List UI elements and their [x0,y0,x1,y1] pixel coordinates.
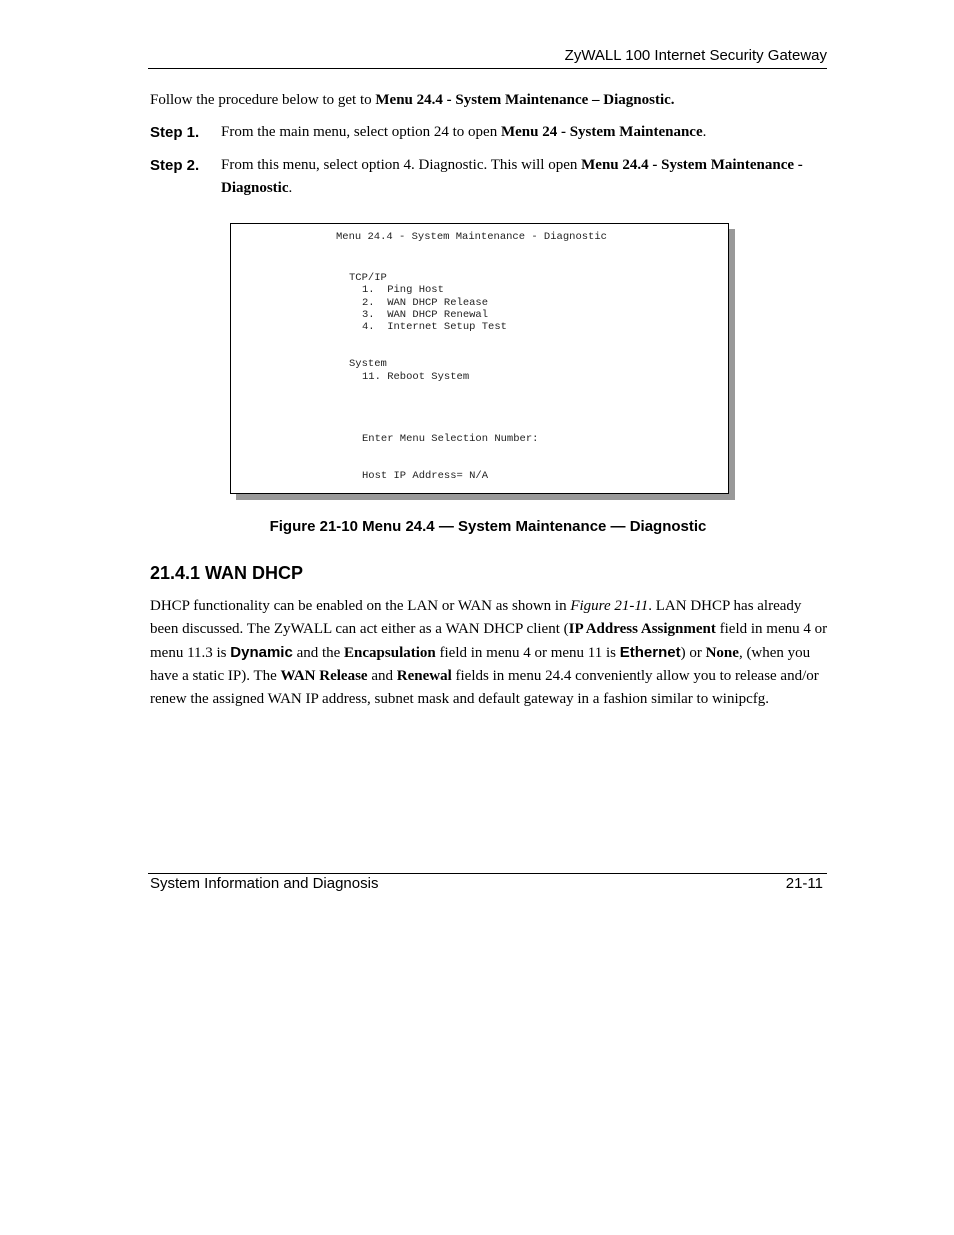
footer-rule [148,873,827,874]
step-1-text-plain: From the main menu, select option 24 to open [221,124,501,140]
step-2-text-plain: From this menu, select option 4. Diagnostic. This will open [221,157,582,173]
terminal-tcpip-heading: TCP/IP [349,272,387,284]
step-1-text-end: . [702,124,707,140]
terminal-prompt: Enter Menu Selection Number: [362,433,539,445]
step-1-text [221,121,828,144]
body-text-1: DHCP functionality can be enabled on the LAN or WAN as shown in [150,598,571,614]
body-text-9: fields in menu 24.4 conveniently allow you to release and/or renew the assigned WAN IP address, subnet mask and default gateway in a fashion similar to winipcfg. [150,668,819,707]
body-text-5: field in menu 4 or menu 11 is [435,645,620,661]
step-2-text [221,154,828,200]
body-text-8: and [367,668,397,684]
step-1 [150,121,830,145]
step-2 [150,154,830,202]
terminal-menu-item: 1. Ping Host [362,284,444,296]
terminal-title: Menu 24.4 - System Maintenance - Diagnostic [336,231,607,243]
body-bold-ip-assignment: IP Address Assignment [568,621,716,637]
header-rule [148,68,827,69]
body-text-6: ) or [680,645,706,661]
terminal-system-heading: System [349,358,387,370]
step-2-menu-ref: Menu 24.4 - System Maintenance - Diagnostic [221,157,803,196]
step-2-text-end: . [288,180,293,196]
body-paragraph [150,595,830,711]
step-2-label: Step 2. [150,157,200,174]
body-bold-ethernet: Ethernet [619,644,681,661]
step-1-menu-ref: Menu 24 - System Maintenance [500,124,703,140]
section-heading: 21.4.1 WAN DHCP [150,563,304,583]
terminal-screen [230,223,729,494]
body-text-7: , (when you have a static IP). The [150,645,811,684]
body-bold-wan-release: WAN Release [280,668,368,684]
intro-menu-ref: Menu 24.4 - System Maintenance – Diagnostic. [375,92,675,108]
figure-reference-link[interactable]: Figure 21-11 [570,598,649,614]
body-bold-none: None [705,645,739,661]
body-bold-renewal: Renewal [396,668,452,684]
body-text-2: . LAN DHCP has already been discussed. The ZyWALL can act either as a WAN DHCP client ( [150,598,802,637]
footer-chapter-title: System Information and Diagnosis [150,875,379,892]
running-header: ZyWALL 100 Internet Security Gateway [564,47,827,64]
body-bold-dynamic: Dynamic [230,644,293,661]
terminal-menu-item: 3. WAN DHCP Renewal [362,309,489,321]
intro-paragraph [150,89,830,112]
step-1-label: Step 1. [150,124,200,141]
terminal-host-ip: Host IP Address= N/A [362,470,489,482]
figure-terminal-screen [230,223,735,500]
body-bold-encapsulation: Encapsulation [344,645,436,661]
figure-caption: Figure 21-10 Menu 24.4 — System Maintenance — Diagnostic [269,518,707,535]
intro-text: Follow the procedure below to get to [150,92,376,108]
terminal-menu-item: 2. WAN DHCP Release [362,297,489,309]
terminal-menu-item: 11. Reboot System [362,371,470,383]
terminal-menu-item: 4. Internet Setup Test [362,321,507,333]
body-text-4: and the [292,645,345,661]
body-text-3: field in menu 4 or menu 11.3 is [150,621,828,661]
footer-page-number: 21-11 [785,875,823,892]
